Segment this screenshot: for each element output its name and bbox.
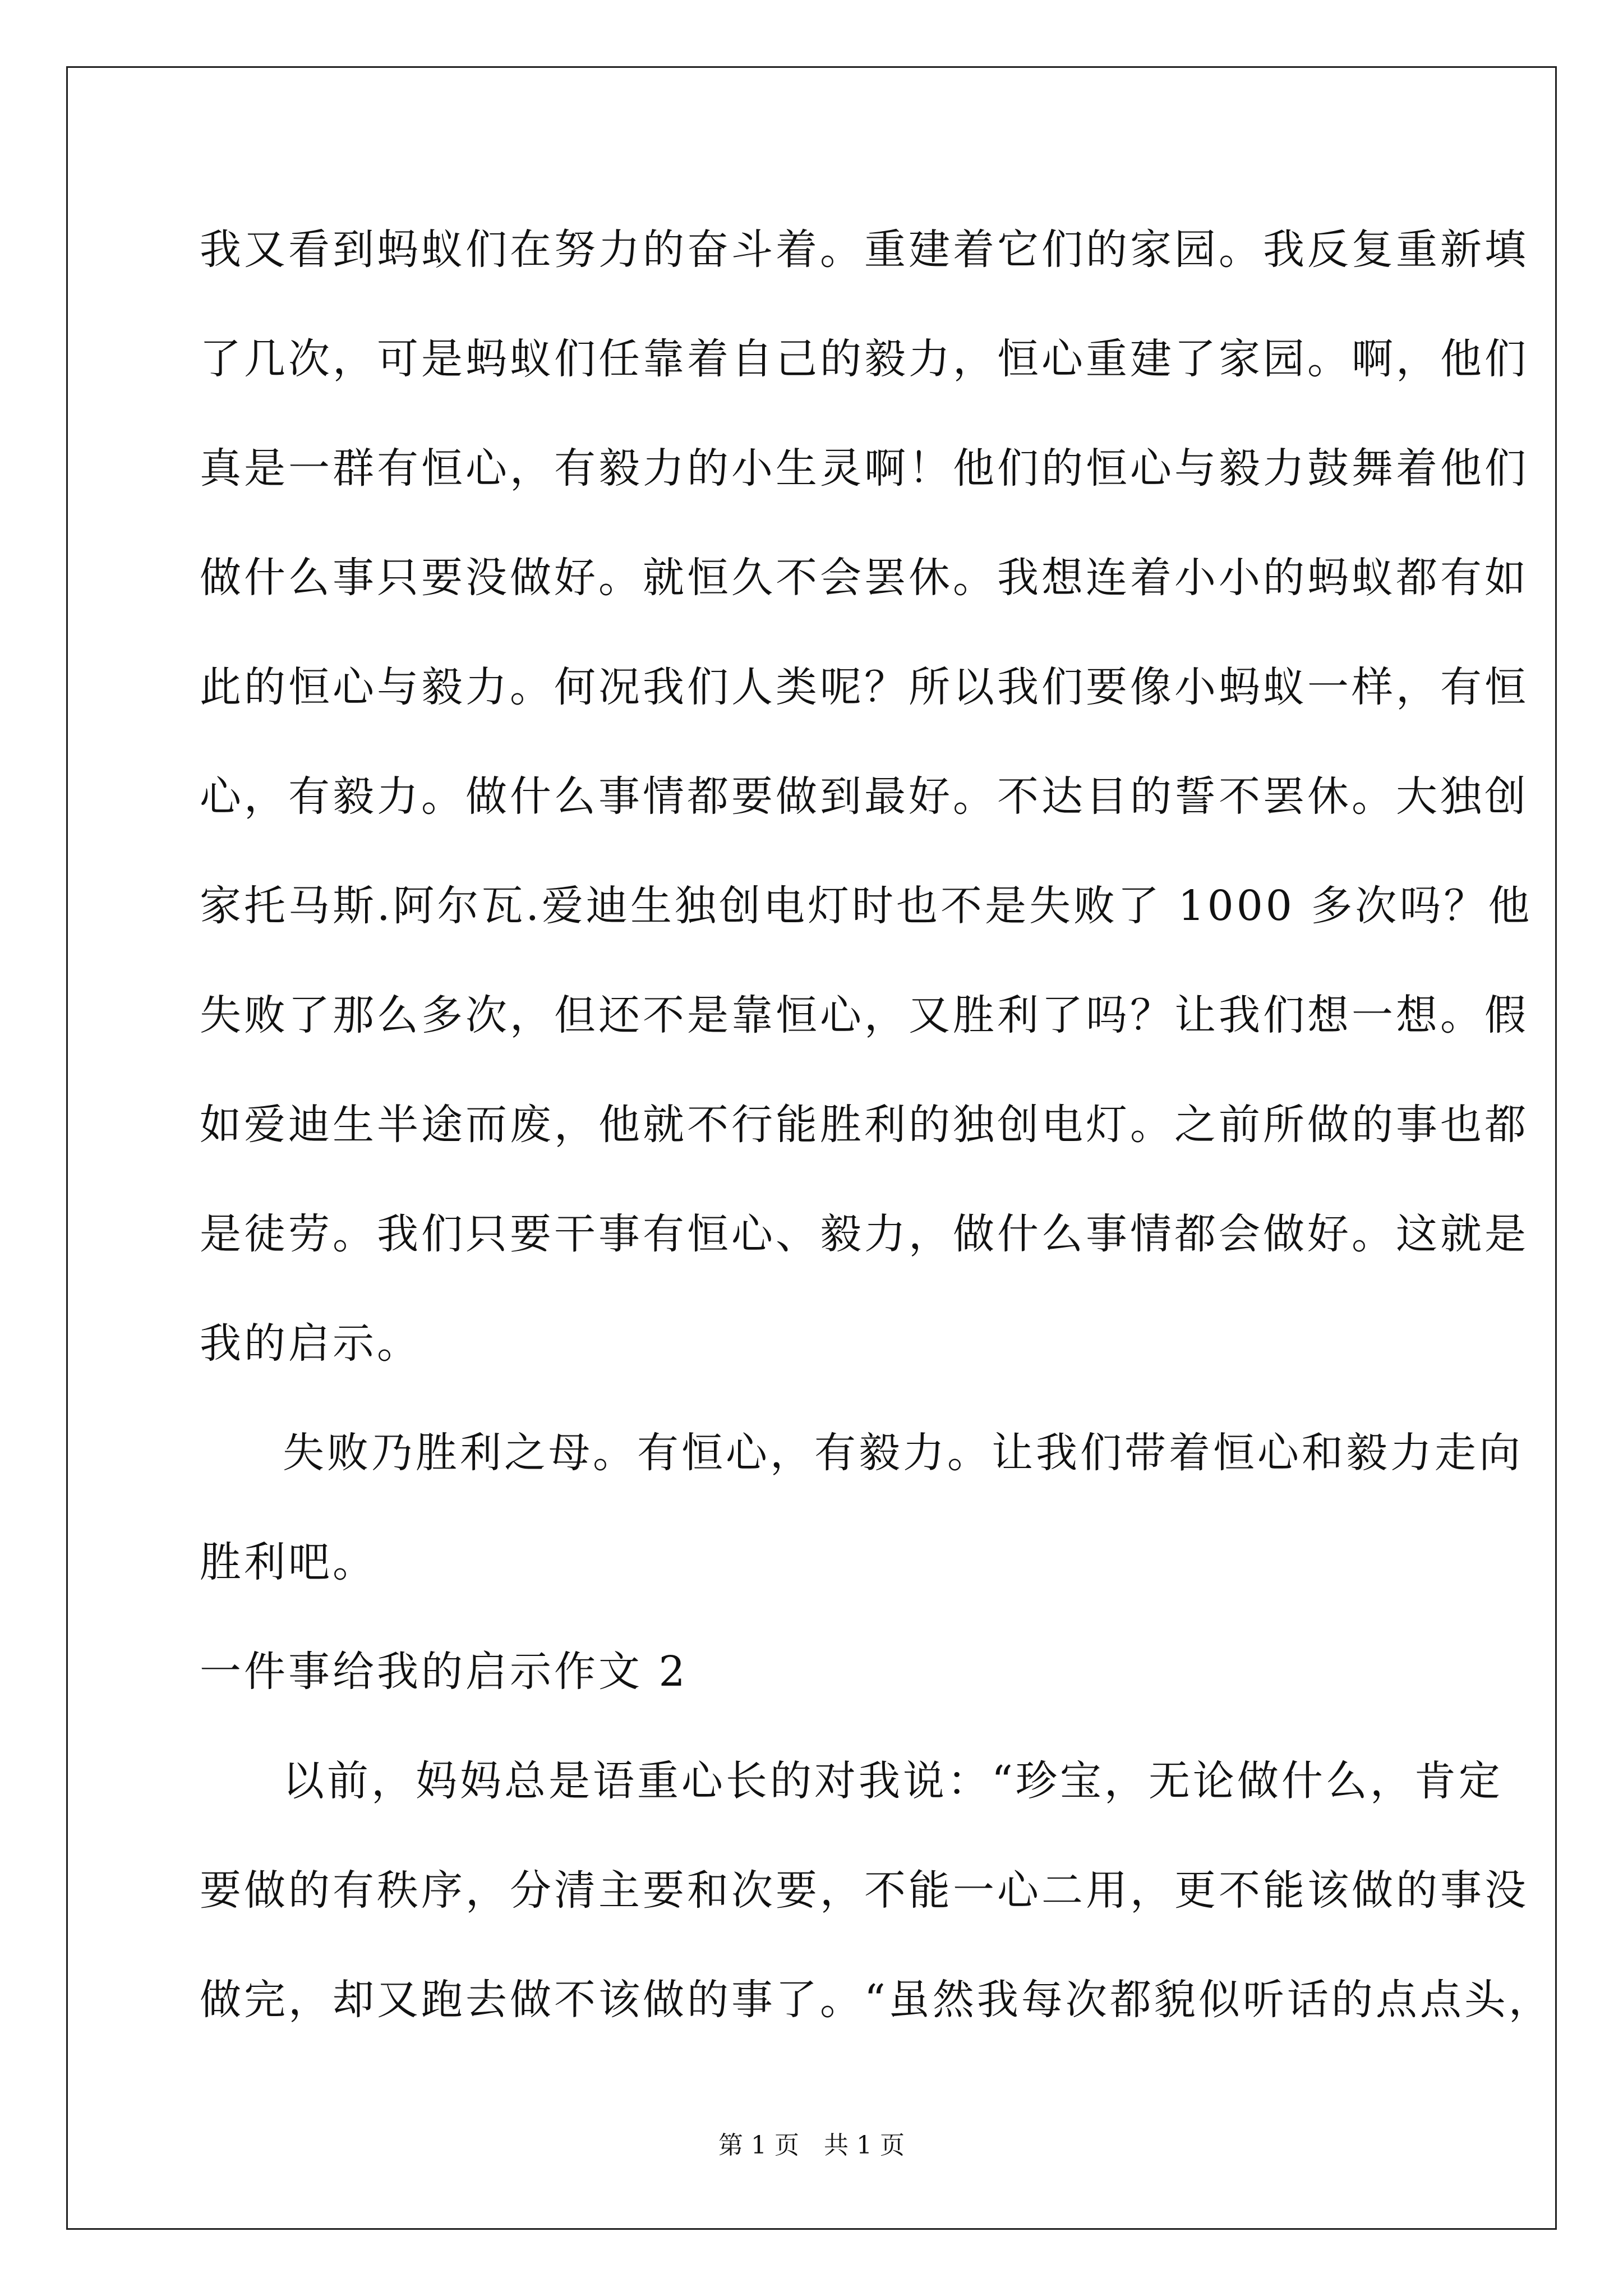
- text-line: 是徒劳。我们只要干事有恒心、毅力，做什么事情都会做好。这就是: [200, 1210, 1529, 1258]
- text-line: 我的启示。: [200, 1319, 421, 1368]
- text-line: 做什么事只要没做好。就恒久不会罢休。我想连着小小的蚂蚁都有如: [200, 554, 1529, 602]
- text-line: 胜利吧。: [200, 1538, 377, 1586]
- section-heading: 一件事给我的启示作文 2: [200, 1648, 688, 1696]
- text-line: 此的恒心与毅力。何况我们人类呢？所以我们要像小蚂蚁一样，有恒: [200, 663, 1529, 711]
- text-line: 家托马斯.阿尔瓦.爱迪生独创电灯时也不是失败了 1000 多次吗？他: [200, 882, 1533, 930]
- paragraph-start-line: 失败乃胜利之母。有恒心，有毅力。让我们带着恒心和毅力走向: [283, 1429, 1523, 1477]
- paragraph-start-line: 以前，妈妈总是语重心长的对我说：“珍宝，无论做什么，肯定: [283, 1757, 1503, 1805]
- text-line: 失败了那么多次，但还不是靠恒心，又胜利了吗？让我们想一想。假: [200, 991, 1529, 1039]
- text-line: 我又看到蚂蚁们在努力的奋斗着。重建着它们的家园。我反复重新填: [200, 226, 1529, 274]
- text-line: 心，有毅力。做什么事情都要做到最好。不达目的誓不罢休。大独创: [200, 772, 1529, 821]
- text-line: 要做的有秩序，分清主要和次要，不能一心二用，更不能该做的事没: [200, 1866, 1529, 1915]
- page-footer: 第 1 页 共 1 页: [718, 2131, 905, 2160]
- text-line: 如爱迪生半途而废，他就不行能胜利的独创电灯。之前所做的事也都: [200, 1101, 1529, 1149]
- text-line: 了几次，可是蚂蚁们任靠着自己的毅力，恒心重建了家园。啊，他们: [200, 335, 1529, 383]
- text-line: 真是一群有恒心，有毅力的小生灵啊！他们的恒心与毅力鼓舞着他们: [200, 444, 1529, 493]
- text-line: 做完，却又跑去做不该做的事了。“虽然我每次都貌似听话的点点头，: [200, 1976, 1553, 2024]
